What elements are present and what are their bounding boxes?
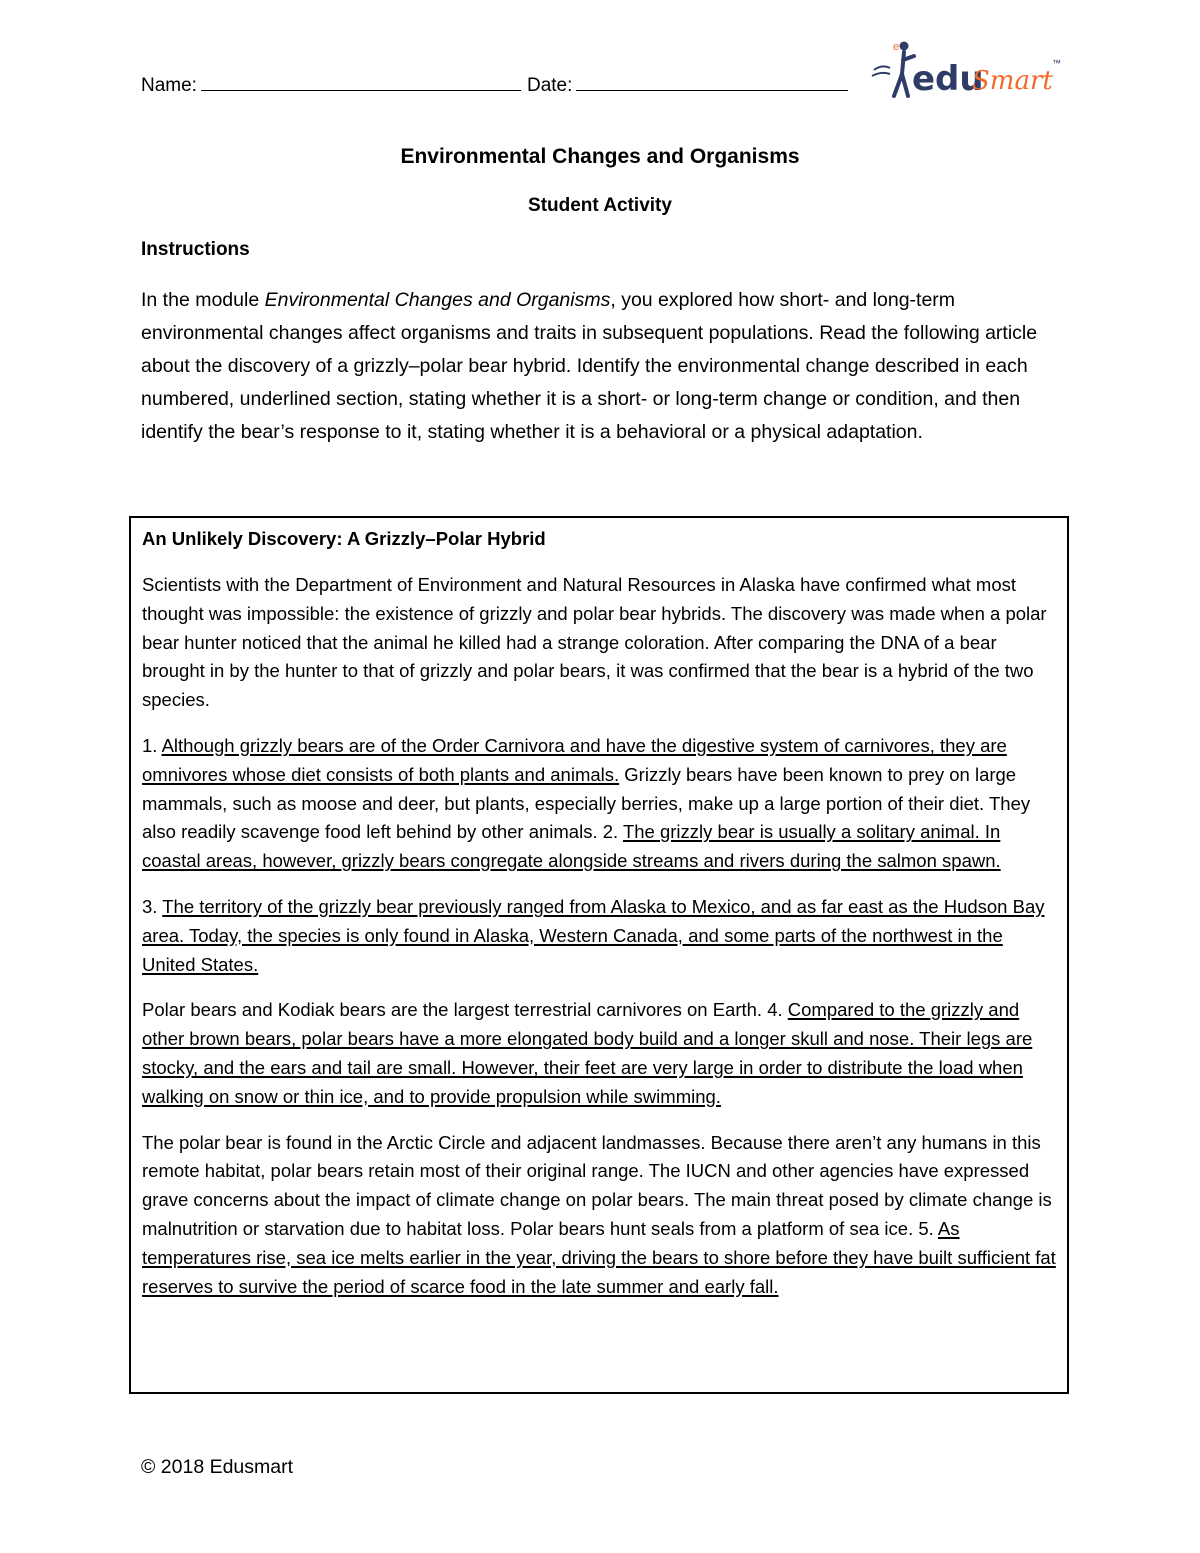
article-paragraph-3 xyxy=(142,893,1057,979)
module-name: Environmental Changes and Organisms xyxy=(264,289,611,311)
paragraph-4-intro: Polar bears and Kodiak bears are the largest terrestrial carnivores on Earth. 4. xyxy=(142,999,788,1021)
instructions-text-before: In the module xyxy=(141,289,265,311)
underlined-section-3: The territory of the grizzly bear previously ranged from Alaska to Mexico, and as far east as the Hudson Bay area. Today, the species is only found in Alaska, Western Canada, and some parts of the northwest in the United States. xyxy=(142,895,1045,975)
edusmart-logo xyxy=(868,34,1068,106)
instructions-text-after: , you explored how short- and long-term environmental changes affect organisms and traits in subsequent populations. Read the following article about the discovery of a grizzly–polar bear hybrid. Identify the environmental change described in each numbered, underlined section, stating whether it is a short- or long-term change or condition, and then identify the bear’s response to it, stating whether it is a behavioral or a physical adaptation. xyxy=(141,289,1038,443)
paragraph-2-middle: Grizzly bears have been known to prey on large mammals, such as moose and deer, but plants, especially berries, make up a large portion of their diet. They also readily scavenge food left behind by other animals. 2. xyxy=(142,763,1031,843)
instructions-text xyxy=(141,284,1061,449)
name-blank-line xyxy=(201,72,521,91)
paragraph-5-intro: The polar bear is found in the Arctic Circle and adjacent landmasses. Because there aren’t any humans in this remote habitat, polar bears retain most of their original range. The IUCN and other agencies have expressed grave concerns about the impact of climate change on polar bears. The main threat posed by climate change is malnutrition or starvation due to habitat loss. Polar bears hunt seals from a platform of sea ice. 5. xyxy=(142,1131,1052,1239)
logo-trademark: ™ xyxy=(1052,58,1061,68)
article-paragraph-5 xyxy=(142,1129,1057,1302)
logo-text-smart: Smart xyxy=(972,66,1053,96)
article-paragraph-4 xyxy=(142,996,1057,1111)
article-paragraph-2 xyxy=(142,732,1057,876)
name-label: Name: xyxy=(141,75,197,96)
underlined-section-1: Although grizzly bears are of the Order Carnivora and have the digestive system of carnivores, they are omnivores whose diet consists of both plants and animals. xyxy=(142,734,1007,785)
article-box xyxy=(129,516,1069,1394)
underlined-section-2: The grizzly bear is usually a solitary animal. In coastal areas, however, grizzly bears congregate alongside streams and rivers during the salmon spawn. xyxy=(142,821,1001,872)
copyright-footer: © 2018 Edusmart xyxy=(141,1456,294,1478)
header-row xyxy=(141,72,848,97)
logo-text-edu: edu xyxy=(912,59,984,99)
underlined-section-5: As temperatures rise, sea ice melts earlier in the year, driving the bears to shore before they have built sufficient fat reserves to survive the period of scarce food in the late summer and early fall. xyxy=(142,1217,1056,1297)
date-label: Date: xyxy=(526,75,573,96)
underlined-section-4: Compared to the grizzly and other brown bears, polar bears have a more elongated body build and a longer skull and nose. Their legs are stocky, and the ears and tail are small. However, their feet are very large in order to distribute the load when walking on snow or thin ice, and to provide propulsion while swimming. xyxy=(142,999,1033,1107)
instructions-heading: Instructions xyxy=(141,239,250,260)
article-title: An Unlikely Discovery: A Grizzly–Polar Hybrid xyxy=(142,528,546,549)
page-subtitle: Student Activity xyxy=(528,195,672,216)
date-blank-line xyxy=(576,72,848,91)
article-paragraph-1: Scientists with the Department of Environment and Natural Resources in Alaska have confirmed what most thought was impossible: the existence of grizzly and polar bear hybrids. The discovery was made when a polar bear hunter noticed that the animal he killed had a strange coloration. After comparing the DNA of a bear brought in by the hunter to that of grizzly and polar bears, it was confirmed that the bear is a hybrid of the two species. xyxy=(142,574,1047,711)
logo-letter-e: e xyxy=(893,41,900,53)
section-3-number: 3. xyxy=(142,895,163,917)
section-1-number: 1. xyxy=(142,734,162,756)
page-title: Environmental Changes and Organisms xyxy=(400,145,800,168)
